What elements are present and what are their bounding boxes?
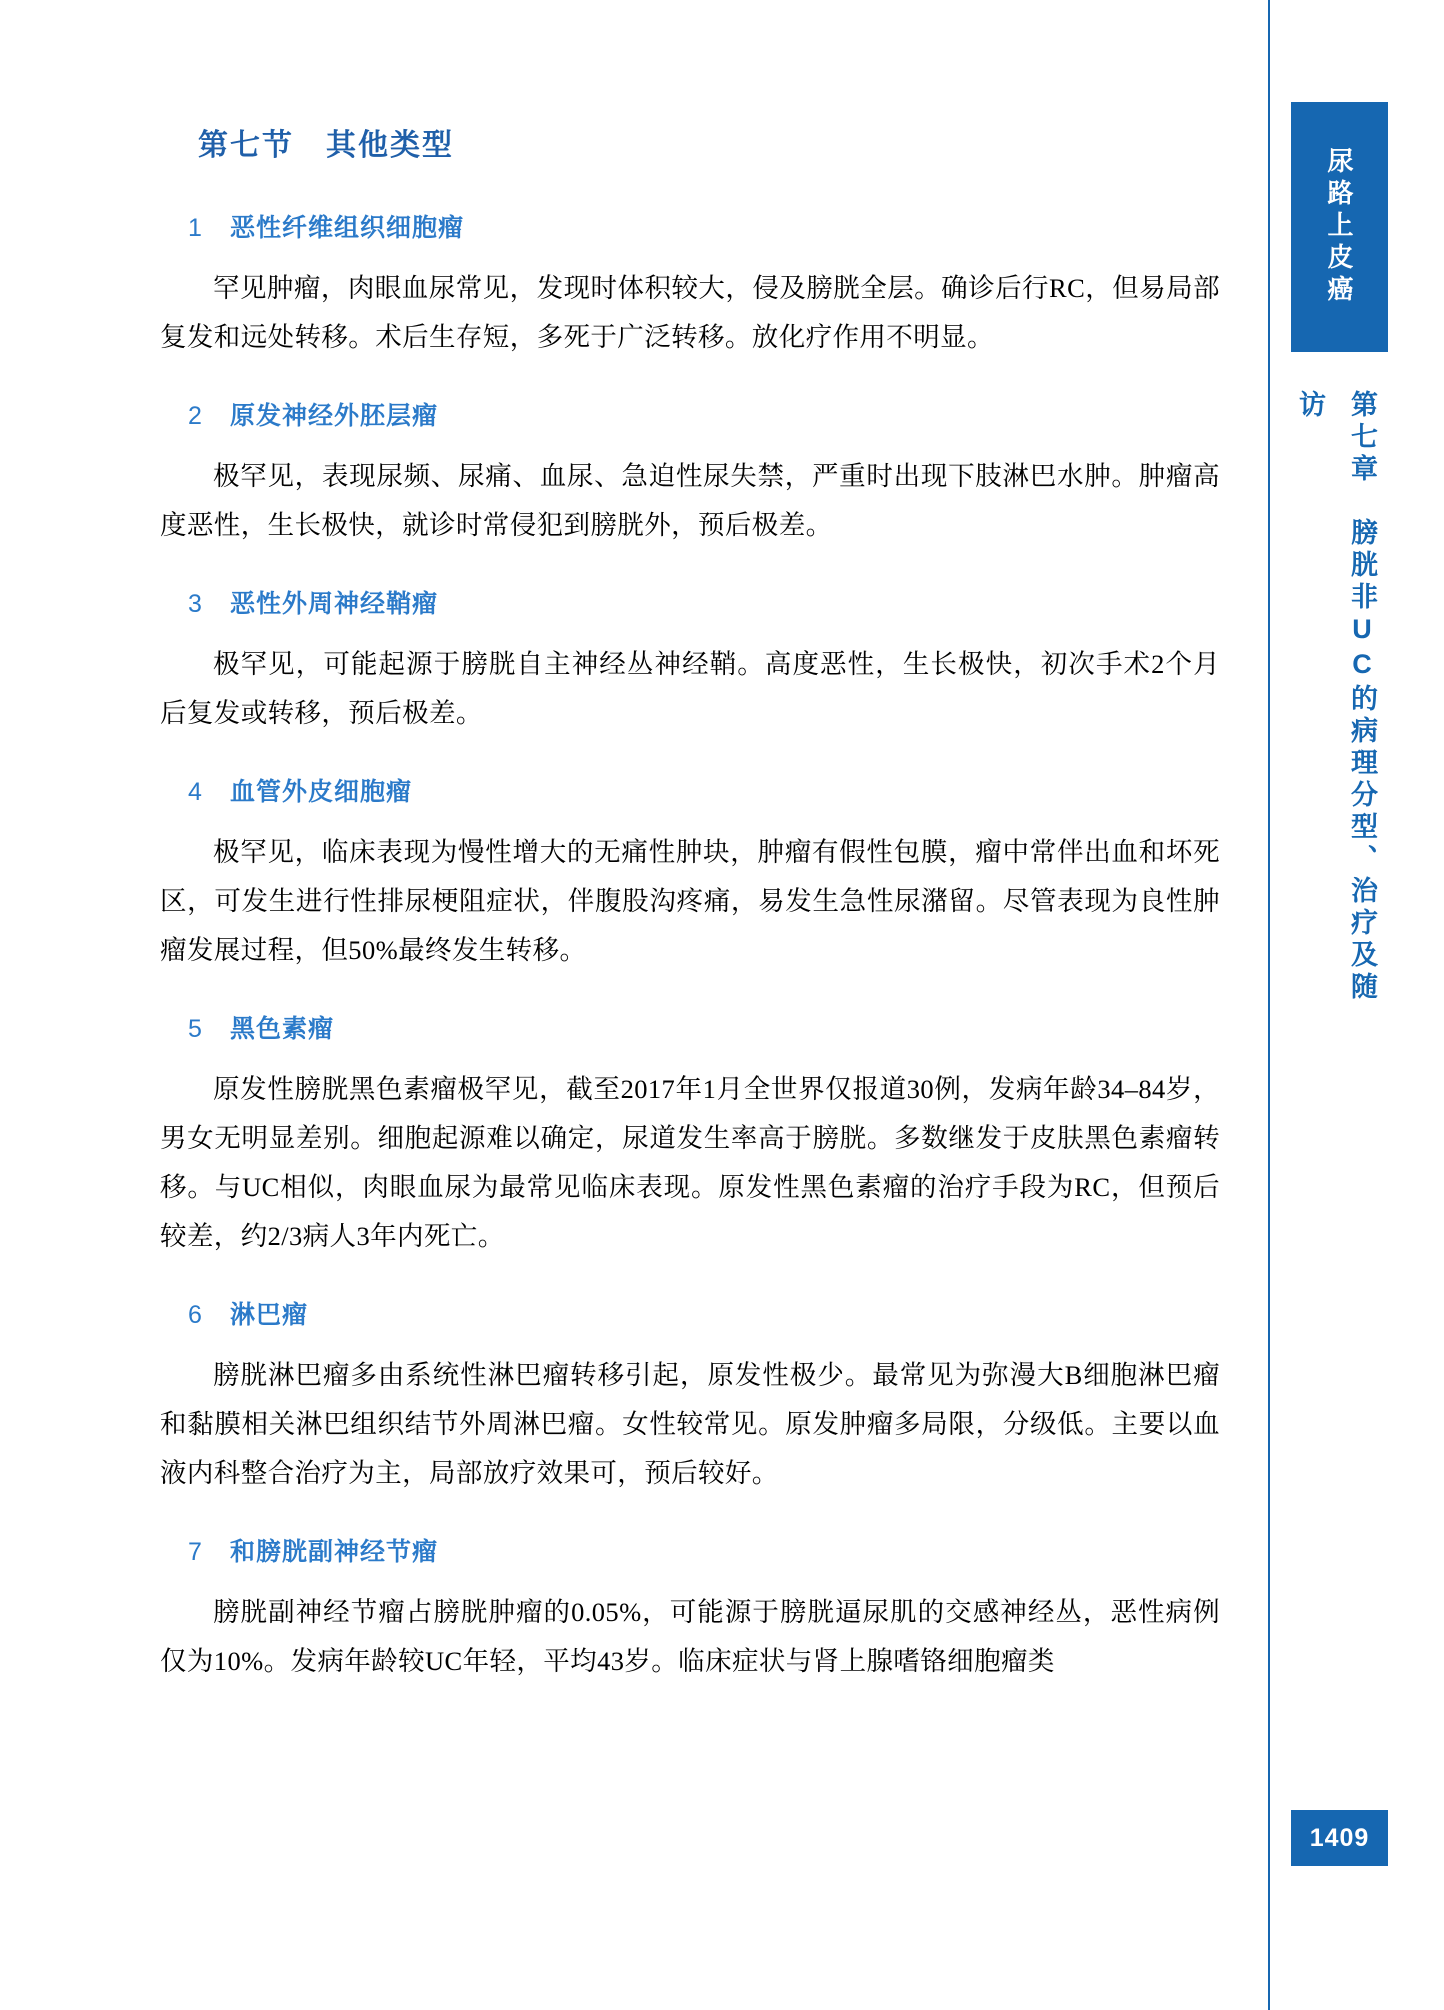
subsection-1 [160,208,1220,362]
subsection-number: 4 [188,778,203,806]
side-divider-rule [1268,0,1270,2010]
page-number: 1409 [1291,1810,1388,1866]
subsection-heading [188,584,1220,620]
subsection-number: 7 [188,1538,203,1566]
paragraph: 罕见肿瘤，肉眼血尿常见，发现时体积较大，侵及膀胱全层。确诊后行RC，但易局部复发和远处转移。术后生存短，多死于广泛转移。放化疗作用不明显。 [160,273,1220,352]
subsection-label: 黑色素瘤 [230,1015,335,1043]
subsection-label: 恶性外周神经鞘瘤 [230,590,439,618]
subsection-label: 血管外皮细胞瘤 [230,778,413,806]
paragraph: 极罕见，表现尿频、尿痛、血尿、急迫性尿失禁，严重时出现下肢淋巴水肿。肿瘤高度恶性，生长极快，就诊时常侵犯到膀胱外，预后极差。 [160,461,1220,540]
side-tab-label: 尿路上皮癌 [1291,102,1388,352]
subsection-number: 3 [188,590,203,618]
subsection-label: 原发神经外胚层瘤 [230,402,439,430]
subsection-label: 和膀胱副神经节瘤 [230,1538,439,1566]
subsection-2 [160,396,1220,550]
subsection-7 [160,1532,1220,1686]
subsection-number: 5 [188,1015,203,1043]
paragraph: 极罕见，可能起源于膀胱自主神经丛神经鞘。高度恶性，生长极快，初次手术2个月后复发或转移，预后极差。 [160,649,1220,728]
subsection-heading [188,1009,1220,1045]
paragraph: 膀胱淋巴瘤多由系统性淋巴瘤转移引起，原发性极少。最常见为弥漫大B细胞淋巴瘤和黏膜相关淋巴组织结节外周淋巴瘤。女性较常见。原发肿瘤多局限，分级低。主要以血液内科整合治疗为主，局部放疗效果可，预后较好。 [160,1360,1220,1488]
subsection-4 [160,772,1220,975]
subsection-3 [160,584,1220,738]
subsection-heading [188,1532,1220,1568]
subsection-label: 淋巴瘤 [230,1301,309,1329]
paragraph: 膀胱副神经节瘤占膀胱肿瘤的0.05%，可能源于膀胱逼尿肌的交感神经丛，恶性病例仅为10%。发病年龄较UC年轻，平均43岁。临床症状与肾上腺嗜铬细胞瘤类 [160,1597,1220,1676]
chapter-vertical-label: 第七章 膀胱非UC的病理分型、治疗及随访 [1295,390,1377,1004]
subsection-heading [188,208,1220,244]
section-title: 第七节 其他类型 [198,129,454,162]
subsection-number: 6 [188,1301,203,1329]
subsection-heading [188,1295,1220,1331]
subsection-number: 2 [188,402,203,430]
subsection-label: 恶性纤维组织细胞瘤 [230,214,465,242]
subsection-6 [160,1295,1220,1498]
subsection-5 [160,1009,1220,1261]
subsection-number: 1 [188,214,203,242]
subsection-heading [188,396,1220,432]
paragraph: 极罕见，临床表现为慢性增大的无痛性肿块，肿瘤有假性包膜，瘤中常伴出血和坏死区，可发生进行性排尿梗阻症状，伴腹股沟疼痛，易发生急性尿潴留。尽管表现为良性肿瘤发展过程，但50%最终发生转移。 [160,837,1220,965]
paragraph: 原发性膀胱黑色素瘤极罕见，截至2017年1月全世界仅报道30例，发病年龄34–84岁，男女无明显差别。细胞起源难以确定，尿道发生率高于膀胱。多数继发于皮肤黑色素瘤转移。与UC相似，肉眼血尿为最常见临床表现。原发性黑色素瘤的治疗手段为RC，但预后较差，约2/3病人3年内死亡。 [160,1074,1220,1251]
text-column [160,120,1220,1720]
subsection-heading [188,772,1220,808]
